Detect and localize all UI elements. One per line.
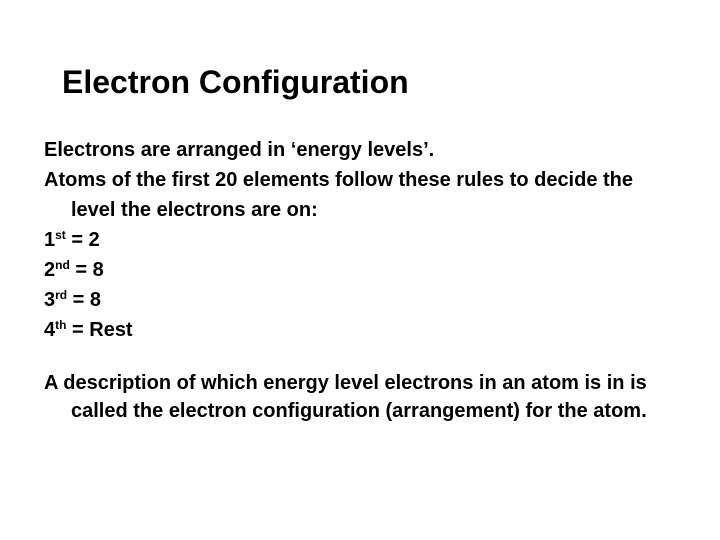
level-value: = Rest <box>66 319 133 341</box>
level-number: 1 <box>44 229 56 251</box>
level-ordinal-suffix: rd <box>55 288 68 302</box>
level-rule-4 <box>44 315 664 345</box>
level-ordinal-suffix: nd <box>55 258 70 272</box>
level-number: 3 <box>44 289 56 311</box>
level-value: = 2 <box>65 229 100 251</box>
level-rule-2 <box>44 255 664 285</box>
intro-line-1: Electrons are arranged in ‘energy levels’. <box>44 139 435 161</box>
paragraph-spacer <box>44 345 664 369</box>
level-number: 4 <box>44 319 56 341</box>
slide-title: Electron Configuration <box>62 64 409 100</box>
description-paragraph: A description of which energy level electrons in an atom is in is called the electron configuration (arrangement) for the atom. <box>44 372 647 422</box>
intro-line-2: Atoms of the first 20 elements follow these rules to decide the level the electrons are on: <box>44 169 634 221</box>
level-number: 2 <box>44 259 56 281</box>
level-value: = 8 <box>67 289 102 311</box>
level-rule-1 <box>44 225 664 255</box>
slide-body <box>44 135 664 425</box>
level-ordinal-suffix: st <box>55 228 66 242</box>
level-value: = 8 <box>69 259 104 281</box>
level-ordinal-suffix: th <box>55 318 67 332</box>
level-rule-3 <box>44 285 664 315</box>
